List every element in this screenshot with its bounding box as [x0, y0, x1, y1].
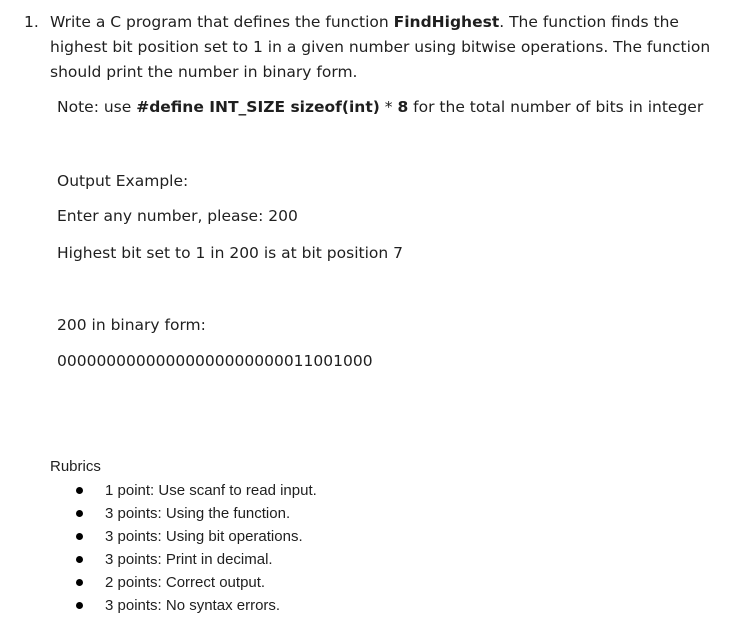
note-suffix: for the total number of bits in integer — [408, 98, 704, 116]
note-eight: 8 — [397, 98, 409, 116]
note-prefix: Note: use — [57, 98, 137, 116]
bullet-icon — [76, 533, 83, 540]
bullet-icon — [76, 487, 83, 494]
rubric-item-text: 3 points: Using the function. — [105, 505, 291, 522]
rubric-item-text: 3 points: Print in decimal. — [105, 551, 273, 568]
rubric-item-text: 2 points: Correct output. — [105, 574, 266, 591]
rubric-item-text: 1 point: Use scanf to read input. — [105, 482, 317, 499]
bullet-icon — [76, 510, 83, 517]
note-define-code: #define INT_SIZE sizeof(int) — [136, 98, 380, 116]
bullet-icon — [76, 602, 83, 609]
question-number: 1. — [24, 13, 39, 31]
rubrics-title: Rubrics — [50, 458, 101, 475]
output-prompt-line: Enter any number, please: 200 — [57, 207, 298, 225]
output-result-line: Highest bit set to 1 in 200 is at bit position 7 — [57, 244, 403, 262]
function-name: FindHighest — [393, 13, 500, 31]
binary-form-label: 200 in binary form: — [57, 316, 206, 334]
note-operator: * — [379, 98, 398, 116]
note-line — [57, 95, 703, 119]
question-text-before: Write a C program that defines the function — [50, 13, 394, 31]
question-text-after: . The function finds the highest bit position set to 1 in a given number using bitwise operations. The function should print the number in binary form. — [50, 13, 711, 81]
binary-value: 00000000000000000000000011001000 — [57, 352, 373, 370]
rubric-item-text: 3 points: Using bit operations. — [105, 528, 303, 545]
bullet-icon — [76, 556, 83, 563]
question-text — [50, 10, 720, 85]
output-example-heading: Output Example: — [57, 172, 189, 190]
rubric-item-text: 3 points: No syntax errors. — [105, 597, 281, 614]
bullet-icon — [76, 579, 83, 586]
